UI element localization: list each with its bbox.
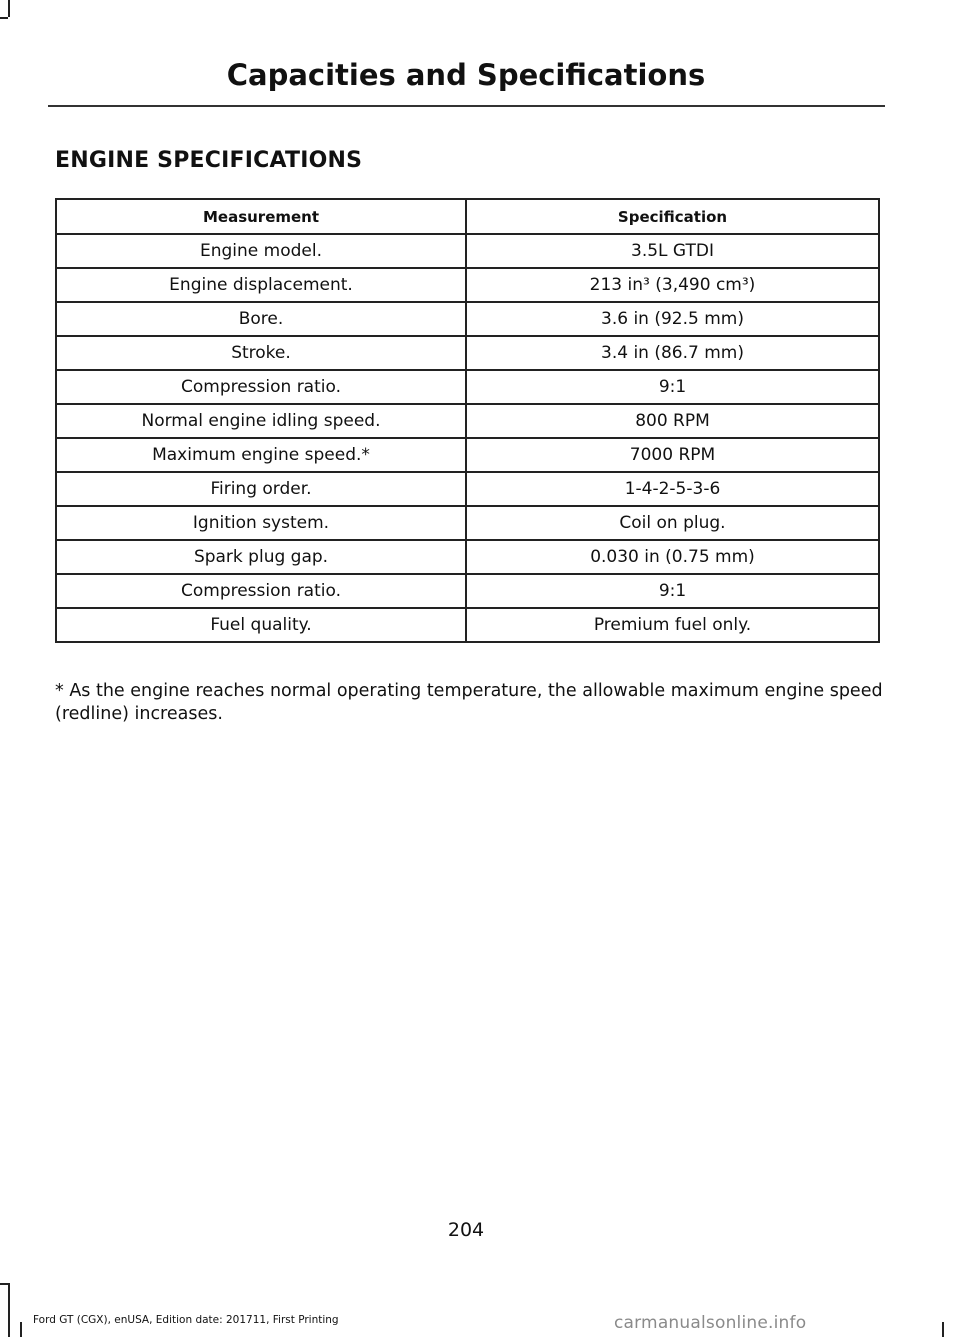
measurement-cell: Compression ratio. [56,574,466,608]
table-row [56,608,879,642]
measurement-cell: Engine displacement. [56,268,466,302]
measurement-cell: Engine model. [56,234,466,268]
specification-cell: 3.5L GTDI [466,234,879,268]
specification-cell: 1-4-2-5-3-6 [466,472,879,506]
crop-mark [8,0,10,17]
page-header-title: Capacities and Specifications [226,58,706,92]
table-row [56,506,879,540]
crop-mark [0,17,8,19]
table-row [56,302,879,336]
table-header-row [56,199,879,234]
table-row [56,336,879,370]
page-number: 204 [447,1219,485,1241]
table-row [56,234,879,268]
table-row [56,438,879,472]
edition-info: Ford GT (CGX), enUSA, Edition date: 201711, First Printing [33,1314,339,1326]
specification-cell: 800 RPM [466,404,879,438]
measurement-cell: Stroke. [56,336,466,370]
specification-cell: Premium fuel only. [466,608,879,642]
specification-cell: 0.030 in (0.75 mm) [466,540,879,574]
table-row [56,540,879,574]
measurement-cell: Bore. [56,302,466,336]
measurement-cell: Firing order. [56,472,466,506]
specification-cell: Coil on plug. [466,506,879,540]
crop-mark [0,1283,8,1285]
table-row [56,404,879,438]
crop-mark [942,1322,944,1337]
crop-mark [8,1283,10,1337]
header-divider [48,105,885,107]
specification-cell: 9:1 [466,574,879,608]
measurement-cell: Maximum engine speed.* [56,438,466,472]
measurement-cell: Compression ratio. [56,370,466,404]
table-row [56,472,879,506]
table-footnote: * As the engine reaches normal operating temperature, the allowable maximum engine speed (redline) increases. [55,681,883,724]
measurement-cell: Fuel quality. [56,608,466,642]
crop-mark [20,1322,22,1337]
column-header-specification: Specification [466,199,879,234]
measurement-cell: Normal engine idling speed. [56,404,466,438]
specification-cell: 9:1 [466,370,879,404]
specification-cell: 213 in³ (3,490 cm³) [466,268,879,302]
section-title: ENGINE SPECIFICATIONS [55,148,363,173]
watermark-text: carmanualsonline.info [614,1313,807,1333]
table-row [56,370,879,404]
specification-cell: 3.6 in (92.5 mm) [466,302,879,336]
specification-cell: 7000 RPM [466,438,879,472]
column-header-measurement: Measurement [56,199,466,234]
table-row [56,574,879,608]
measurement-cell: Ignition system. [56,506,466,540]
engine-specifications-table [55,198,880,643]
table-row [56,268,879,302]
specification-cell: 3.4 in (86.7 mm) [466,336,879,370]
measurement-cell: Spark plug gap. [56,540,466,574]
